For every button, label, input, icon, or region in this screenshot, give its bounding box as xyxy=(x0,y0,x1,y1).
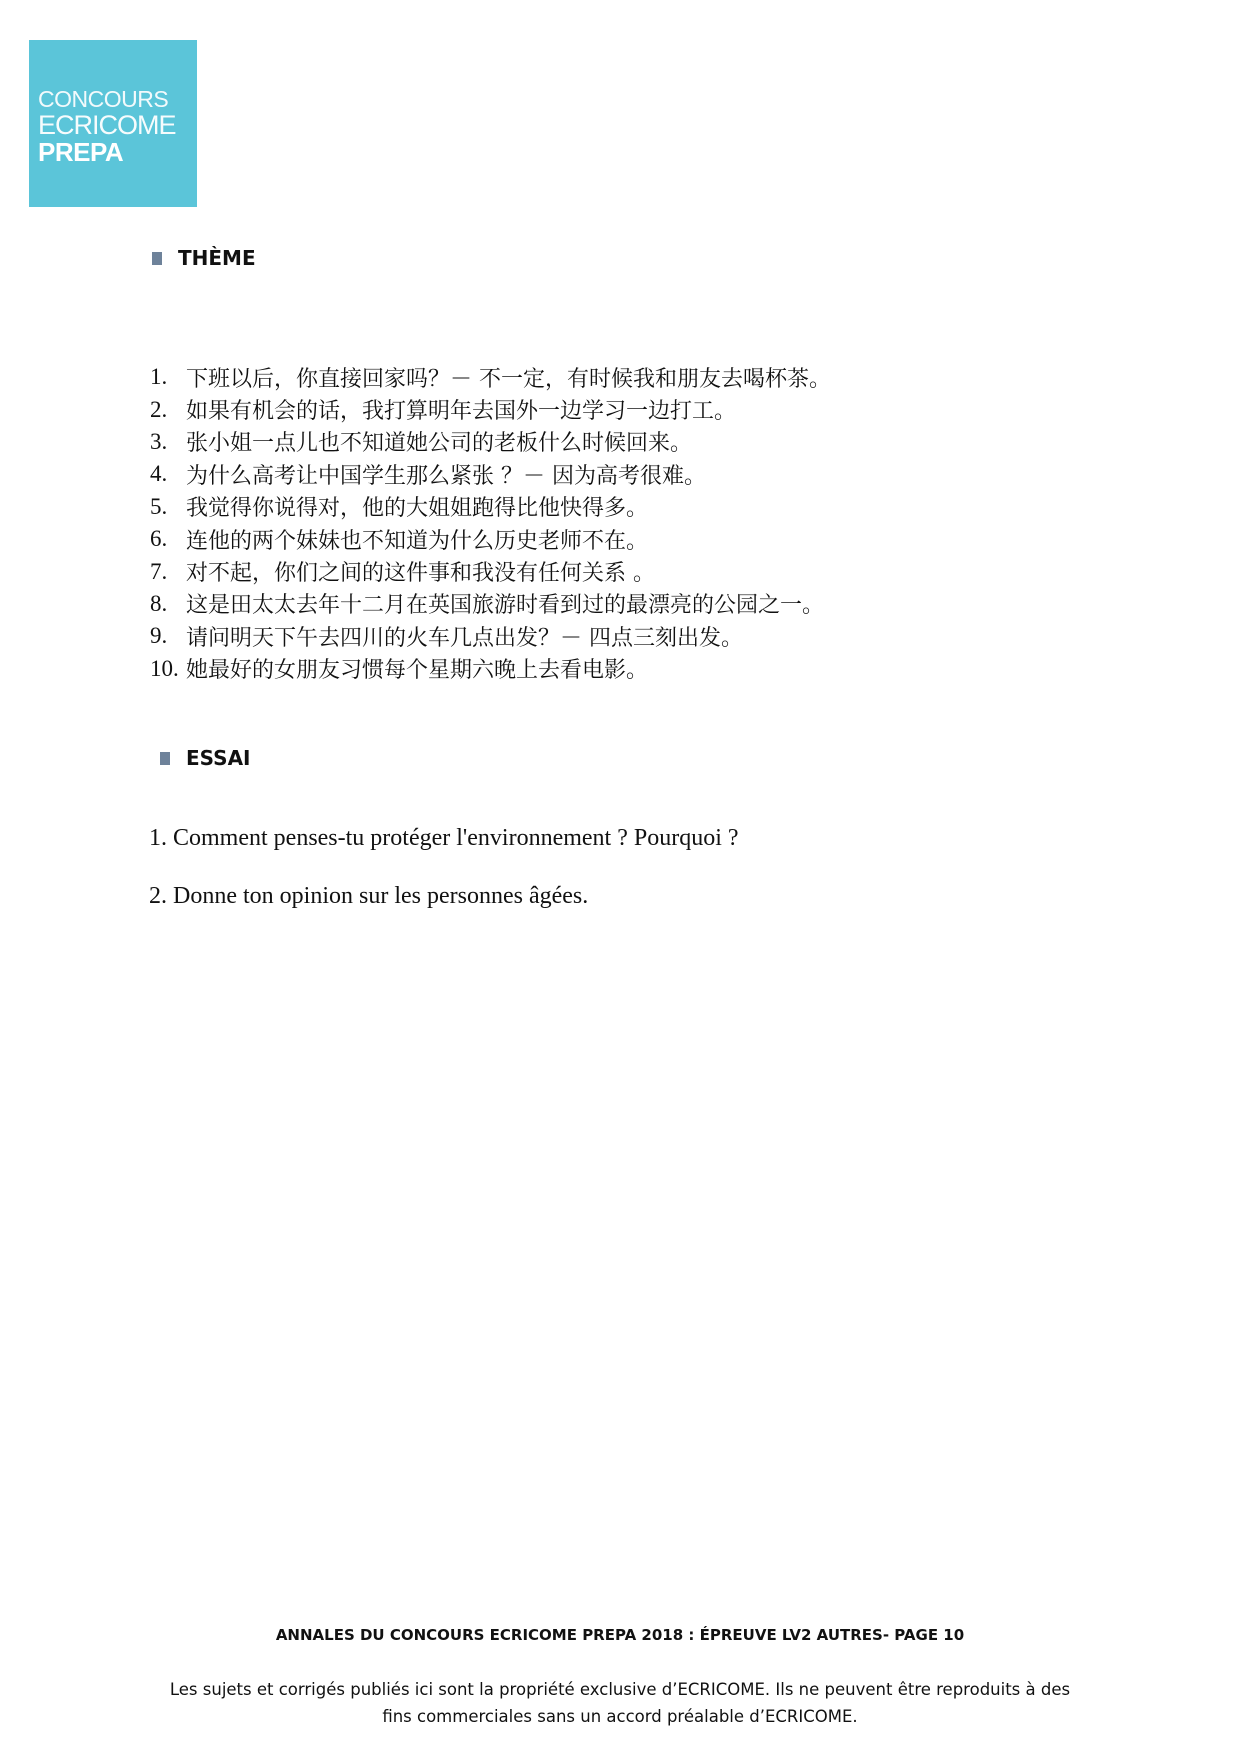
theme-sentence-text: 如果有机会的话，我打算明年去国外一边学习一边打工。 xyxy=(186,399,737,425)
essai-heading-label: ESSAI xyxy=(186,746,251,770)
theme-sentence-text: 她最好的女朋友习惯每个星期六晚上去看电影。 xyxy=(186,658,649,684)
theme-sentence-3 xyxy=(150,426,831,458)
essai-question-2: 2. Donne ton opinion sur les personnes âgées. xyxy=(149,883,589,909)
footer-notice-line-2: fins commerciales sans un accord préalable d’ECRICOME. xyxy=(382,1707,858,1726)
theme-sentence-number: 4. xyxy=(150,461,168,487)
theme-sentence-number: 2. xyxy=(150,396,168,422)
theme-sentence-6 xyxy=(150,523,831,555)
theme-sentence-8 xyxy=(150,588,831,620)
theme-sentence-5 xyxy=(150,491,831,523)
logo-text-concours: CONCOURS xyxy=(38,86,169,112)
essai-question-1: 1. Comment penses-tu protéger l'environnement ? Pourquoi ? xyxy=(149,825,739,851)
theme-sentence-7 xyxy=(150,555,831,587)
theme-sentence-text: 对不起，你们之间的这件事和我没有任何关系 。 xyxy=(186,561,655,587)
theme-sentence-9 xyxy=(150,620,831,652)
theme-sentence-number: 3. xyxy=(150,428,168,454)
theme-sentence-list xyxy=(150,361,831,685)
theme-sentence-number: 1. xyxy=(150,364,168,390)
logo-text-prepa: PREPA xyxy=(38,137,124,167)
theme-sentence-10 xyxy=(150,653,831,685)
theme-sentence-text: 下班以后，你直接回家吗？－ 不一定，有时候我和朋友去喝杯茶。 xyxy=(186,366,831,392)
theme-sentence-1 xyxy=(150,361,831,393)
theme-sentence-number: 6. xyxy=(150,526,168,552)
essai-heading xyxy=(160,746,251,770)
theme-heading xyxy=(152,246,256,270)
theme-sentence-text: 连他的两个妹妹也不知道为什么历史老师不在。 xyxy=(186,528,649,554)
theme-sentence-4 xyxy=(150,458,831,490)
ecricome-logo xyxy=(29,40,197,207)
theme-sentence-number: 8. xyxy=(150,590,168,616)
theme-sentence-text: 我觉得你说得对，他的大姐姐跑得比他快得多。 xyxy=(186,496,649,522)
theme-heading-label: THÈME xyxy=(178,246,256,270)
theme-sentence-number: 9. xyxy=(150,623,168,649)
footer-notice-line-1: Les sujets et corrigés publiés ici sont la propriété exclusive d’ECRICOME. Ils ne peuvent être reproduits à des xyxy=(169,1680,1071,1699)
footer-page-title: ANNALES DU CONCOURS ECRICOME PREPA 2018 : ÉPREUVE LV2 AUTRES- PAGE 10 xyxy=(275,1626,965,1644)
footer-copyright-notice xyxy=(0,1676,1240,1730)
theme-sentence-text: 张小姐一点儿也不知道她公司的老板什么时候回来。 xyxy=(186,431,693,457)
theme-sentence-number: 5. xyxy=(150,493,168,519)
theme-sentence-number: 10. xyxy=(150,655,179,681)
theme-sentence-text: 这是田太太去年十二月在英国旅游时看到过的最漂亮的公园之一。 xyxy=(186,593,825,619)
square-bullet-icon xyxy=(160,752,170,765)
logo-text-ecricome: ECRICOME xyxy=(38,110,176,140)
theme-sentence-text: 请问明天下午去四川的火车几点出发？－ 四点三刻出发。 xyxy=(186,625,743,651)
square-bullet-icon xyxy=(152,252,162,265)
theme-sentence-2 xyxy=(150,393,831,425)
theme-sentence-number: 7. xyxy=(150,558,168,584)
theme-sentence-text: 为什么高考让中国学生那么紧张 ？－ 因为高考很难。 xyxy=(186,463,706,489)
